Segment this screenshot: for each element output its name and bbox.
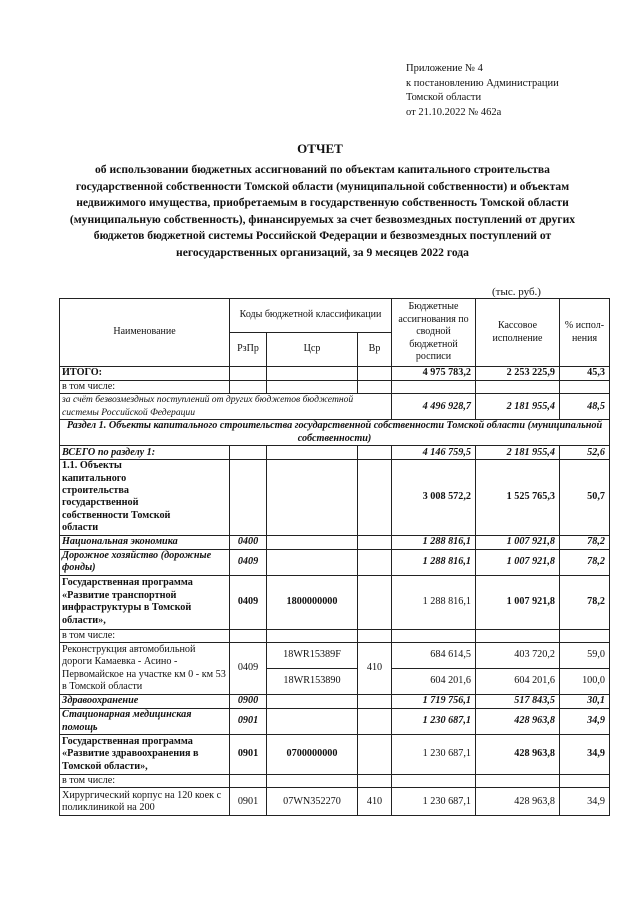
row-rzpr: 0900 <box>230 695 267 709</box>
table-row <box>60 460 610 535</box>
row-csr: 0700000000 <box>267 735 358 775</box>
row-pct: 48,5 <box>560 394 610 420</box>
section-row <box>60 420 610 446</box>
row-pct: 34,9 <box>560 735 610 775</box>
row-name: 1.1. Объекты капитального строительства государственной собственности Томской области <box>60 460 230 535</box>
row-pct: 52,6 <box>560 446 610 460</box>
row-rzpr: 0901 <box>230 788 267 816</box>
table-row <box>60 381 610 394</box>
row-budget: 1 719 756,1 <box>392 695 476 709</box>
row-pct: 50,7 <box>560 460 610 535</box>
row-rzpr: 0400 <box>230 535 267 549</box>
row-name: за счёт безвозмездных поступлений от других бюджетов бюджетной системы Российской Федерации <box>60 394 392 420</box>
row-name: Государственная программа «Развитие транспортной инфраструктуры в Томской области», <box>60 575 230 629</box>
row-cash: 428 963,8 <box>476 788 560 816</box>
row-rzpr: 0409 <box>230 575 267 629</box>
table-row <box>60 643 610 669</box>
header-pct: % испол-нения <box>560 299 610 367</box>
row-pct: 34,9 <box>560 709 610 735</box>
row-csr: 18WR153890 <box>267 669 358 695</box>
table-row <box>60 709 610 735</box>
row-rzpr: 0901 <box>230 735 267 775</box>
row-budget: 4 975 783,2 <box>392 367 476 381</box>
header-name: Наименование <box>60 299 230 367</box>
row-rzpr: 0409 <box>230 643 267 695</box>
row-budget: 4 496 928,7 <box>392 394 476 420</box>
row-budget: 4 146 759,5 <box>392 446 476 460</box>
row-cash: 428 963,8 <box>476 735 560 775</box>
row-budget: 1 230 687,1 <box>392 788 476 816</box>
row-pct: 78,2 <box>560 575 610 629</box>
row-cash: 2 253 225,9 <box>476 367 560 381</box>
row-cash: 1 007 921,8 <box>476 575 560 629</box>
table-row <box>60 535 610 549</box>
row-pct: 34,9 <box>560 788 610 816</box>
row-cash: 1 525 765,3 <box>476 460 560 535</box>
row-budget: 1 288 816,1 <box>392 535 476 549</box>
header-budget: Бюджетные ассигнования по сводной бюджетной росписи <box>392 299 476 367</box>
table-row <box>60 788 610 816</box>
row-cash: 428 963,8 <box>476 709 560 735</box>
units-label: (тыс. руб.) <box>492 286 541 298</box>
report-title: ОТЧЕТ <box>297 141 343 156</box>
row-budget: 1 288 816,1 <box>392 575 476 629</box>
header-vr: Вр <box>358 333 392 367</box>
row-csr: 1800000000 <box>267 575 358 629</box>
row-name: ИТОГО: <box>60 367 230 381</box>
table-row <box>60 775 610 788</box>
row-pct: 78,2 <box>560 549 610 575</box>
table-row <box>60 446 610 460</box>
row-pct: 45,3 <box>560 367 610 381</box>
report-table <box>59 298 610 816</box>
row-name: Здравоохранение <box>60 695 230 709</box>
table-row <box>60 575 610 629</box>
row-budget: 3 008 572,2 <box>392 460 476 535</box>
row-budget: 1 230 687,1 <box>392 709 476 735</box>
table-row <box>60 695 610 709</box>
row-name: Реконструкция автомобильной дороги Камаевка - Асино - Первомайское на участке км 0 - км 53 в Томской области <box>60 643 230 695</box>
row-cash: 604 201,6 <box>476 669 560 695</box>
table-row <box>60 735 610 775</box>
attachment-line: Томской области <box>406 92 482 103</box>
table-row <box>60 367 610 381</box>
row-name: ВСЕГО по разделу 1: <box>60 446 230 460</box>
row-cash: 2 181 955,4 <box>476 446 560 460</box>
row-name: Хирургический корпус на 120 коек с поликлиникой на 200 <box>60 788 230 816</box>
row-csr: 07WN352270 <box>267 788 358 816</box>
row-budget: 684 614,5 <box>392 643 476 669</box>
row-name: Государственная программа «Развитие здравоохранения в Томской области», <box>60 735 230 775</box>
row-name: Дорожное хозяйство (дорожные фонды) <box>60 549 230 575</box>
row-budget: 604 201,6 <box>392 669 476 695</box>
row-csr: 18WR15389F <box>267 643 358 669</box>
row-budget: 1 288 816,1 <box>392 549 476 575</box>
row-cash: 403 720,2 <box>476 643 560 669</box>
row-name: в том числе: <box>60 775 230 788</box>
row-vr: 410 <box>358 788 392 816</box>
row-name: Стационарная медицинская помощь <box>60 709 230 735</box>
header-csr: Цср <box>267 333 358 367</box>
report-subtitle: об использовании бюджетных ассигнований по объектам капитального строительства государственной собственности Томской области (муниципальной собственности) и объектам недвижимого имущества, приобретаемым в государственную собственность Томской области (муниципальную собственность), финансируемых за счет безвозмездных поступлений от других бюджетов бюджетной системы Российской Федерации и безвозмездных поступлений от негосударственных организаций, за 9 месяцев 2022 года <box>69 163 576 259</box>
row-name: Национальная экономика <box>60 535 230 549</box>
header-codes: Коды бюджетной классификации <box>230 299 392 333</box>
row-name: в том числе: <box>60 629 230 642</box>
row-pct: 78,2 <box>560 535 610 549</box>
attachment-line: Приложение № 4 <box>406 63 483 74</box>
row-cash: 1 007 921,8 <box>476 549 560 575</box>
row-pct: 30,1 <box>560 695 610 709</box>
section-title: Раздел 1. Объекты капитального строительства государственной собственности Томской области (муниципальной собственности) <box>60 420 610 446</box>
table-row <box>60 629 610 642</box>
row-cash: 1 007 921,8 <box>476 535 560 549</box>
row-rzpr: 0409 <box>230 549 267 575</box>
table-row <box>60 549 610 575</box>
header-rzpr: РзПр <box>230 333 267 367</box>
header-cash: Кассовое исполнение <box>476 299 560 367</box>
row-cash: 2 181 955,4 <box>476 394 560 420</box>
row-name: в том числе: <box>60 381 230 394</box>
table-row <box>60 394 610 420</box>
row-rzpr: 0901 <box>230 709 267 735</box>
row-budget: 1 230 687,1 <box>392 735 476 775</box>
attachment-line: к постановлению Администрации <box>406 77 559 89</box>
row-cash: 517 843,5 <box>476 695 560 709</box>
attachment-note <box>406 62 559 120</box>
attachment-line: от 21.10.2022 № 462а <box>406 106 502 118</box>
row-pct: 100,0 <box>560 669 610 695</box>
header-row <box>60 299 610 333</box>
row-vr: 410 <box>358 643 392 695</box>
row-pct: 59,0 <box>560 643 610 669</box>
